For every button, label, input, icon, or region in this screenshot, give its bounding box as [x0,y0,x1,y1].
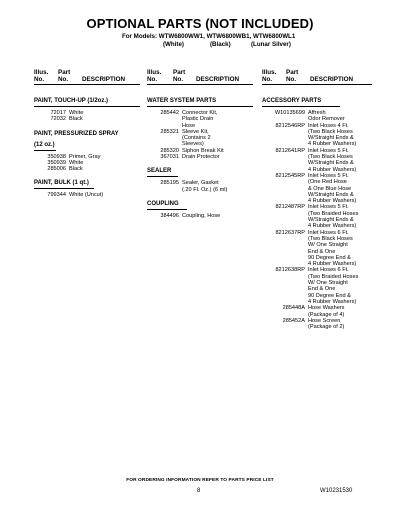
part-row: 285195 Sealer, Gasket (.20 Fl. Oz.) (6 ml) [160,180,228,193]
part-row: 350939 White [47,159,84,166]
list-paint-pressurized [34,154,140,173]
part-row: 384496 Coupling, Hose [160,212,221,219]
section-water-system: WATER SYSTEM PARTS [147,98,253,107]
list-coupling [147,213,253,219]
part-row: 8212487RP Inlet Hoses 5 Ft. (Two Braided Hoses W/Straight Ends & 4 Rubber Washers) [275,204,359,230]
list-water-system [147,110,253,160]
list-paint-touchup [34,110,140,123]
part-row: 8212641RP Inlet Hoses 5 Ft. (Two Black Hoses W/Straight Ends & 4 Rubber Washers) [275,147,357,173]
part-row: 350938 Primer, Gray [47,153,101,160]
part-row: 799344 White (Uncut) [47,192,104,199]
section-sealer: SEALER [147,168,178,177]
section-accessory: ACCESSORY PARTS [262,98,340,107]
parts-column-2 [147,69,253,219]
part-row: 285320 Siphon Break Kit [160,147,224,154]
part-row: 285442 Connector Kit, Plastic Drain Hose [160,110,218,129]
part-row: 8212637RP Inlet Hoses 6 Ft. (Two Black Hoses W/ One Straight End & One 90 Degree End & 4 Rubber Washers) [275,229,357,268]
color-black: (Black) [210,41,231,48]
parts-column-3 [262,69,372,330]
part-row: 8212546RP Inlet Hoses 4 Ft. (Two Black Hoses W/Straight Ends & 4 Rubber Washers) [275,122,357,148]
part-row: 72032 Black [50,116,83,123]
section-paint-bulk: PAINT, BULK (1 qt.) [34,180,94,189]
section-paint-touchup: PAINT, TOUCH-UP (1/2oz.) [34,98,140,107]
document-number: W10231530 [320,488,353,494]
part-row: W10135699 Affresh Odor Remover [274,110,345,123]
ordering-note: FOR ORDERING INFORMATION REFER TO PARTS PRICE LIST [126,478,274,483]
color-lunar-silver: (Lunar Silver) [251,41,291,48]
list-accessory [262,110,372,330]
section-paint-pressurized: PAINT, PRESSURIZED SPRAY [34,130,119,137]
column-header: Illus. Part No. No. DESCRIPTION [262,69,372,85]
list-paint-bulk [34,192,140,198]
part-row: 285321 Sleeve Kit, (Contains 2 Sleeves) [160,128,211,148]
page-title: OPTIONAL PARTS (NOT INCLUDED) [86,16,314,31]
part-row: 72017 White [50,110,84,116]
models-line: For Models: WTW6800WW1, WTW6800WB1, WTW6800WL1 [122,33,296,40]
color-white: (White) [163,41,184,48]
parts-column-1 [34,69,140,199]
section-coupling: COUPLING [147,201,187,210]
part-row: 285006 Black [47,166,83,173]
part-row: 8212638RP Inlet Hoses 6 Ft. (Two Braided Hoses W/ One Straight End & One 90 Degree End & 4 Rubber Washers) [275,267,359,305]
column-header: Illus. Part No. No. DESCRIPTION [147,69,253,85]
part-row: 8212545RP Inlet Hoses 5 Ft. (One Red Hose & One Blue Hose W/Straight Ends & 4 Rubber Washers) [275,172,357,205]
part-row: 285452A Hose Screen (Package of 2) [282,317,345,331]
section-paint-pressurized-size: (12 oz.) [34,142,56,151]
column-header: Illus. Part No. No. DESCRIPTION [34,69,140,85]
page-number: 8 [197,488,201,494]
part-row: 285448A Hose Washers (Package of 4) [282,305,345,318]
list-sealer [147,180,253,193]
part-row: 367031 Drain Protector [160,154,220,161]
